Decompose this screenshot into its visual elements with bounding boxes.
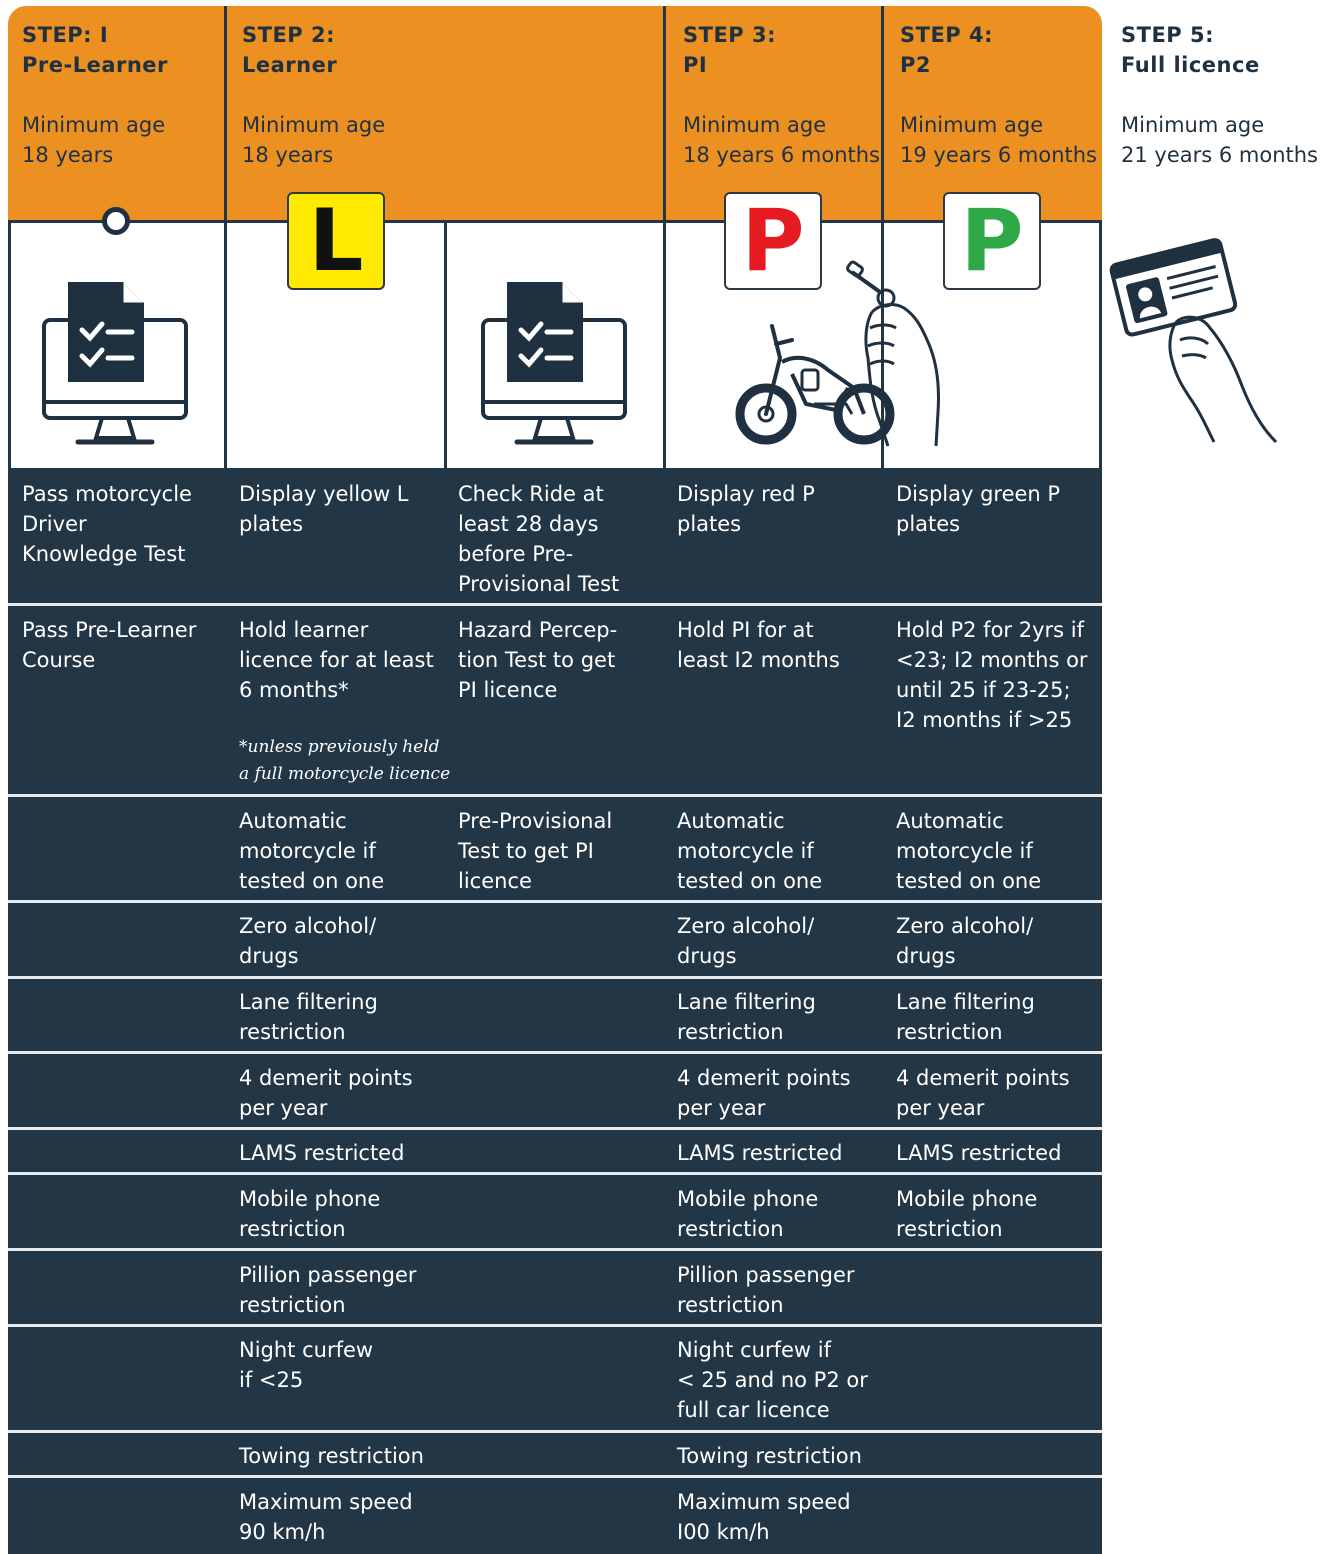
age-label: Minimum age	[1121, 113, 1265, 137]
row-separator	[8, 603, 1102, 606]
cell-r2-c2: Hold learner licence for at least 6 months*	[239, 618, 434, 702]
licence-steps-board	[8, 6, 1102, 1548]
cell-r6-c4: 4 demerit points per year	[677, 1066, 851, 1120]
cell-r5-c4: Lane filtering restriction	[677, 990, 816, 1044]
cell-r7-c4: LAMS restricted	[677, 1141, 843, 1165]
cell-r12-c2: Maximum speed 90 km/h	[239, 1490, 413, 1544]
timeline-ring-icon	[102, 207, 130, 235]
step-number: STEP 5:	[1121, 23, 1215, 47]
step-name: Pre-Learner	[22, 53, 168, 77]
step-name: Full licence	[1121, 53, 1260, 77]
cell-r10-c2: Night curfew if <25	[239, 1338, 374, 1392]
column-divider	[663, 6, 666, 468]
age-value: 18 years	[22, 143, 114, 167]
step-3-header	[683, 20, 880, 170]
footnote: *unless previously held a full motorcycle licence	[239, 737, 451, 784]
row-separator	[8, 1430, 1102, 1433]
row-separator	[8, 1051, 1102, 1054]
cell-r8-c2: Mobile phone restriction	[239, 1187, 381, 1241]
hand-licence-card-icon	[1110, 236, 1280, 446]
cell-r2-c5: Hold P2 for 2yrs if <23; I2 months or until 25 if 23-25; I2 months if >25	[896, 618, 1088, 732]
step-number: STEP 3:	[683, 23, 777, 47]
cell-r10-c4: Night curfew if < 25 and no P2 or full car licence	[677, 1338, 868, 1422]
row-separator	[8, 1324, 1102, 1327]
age-value: 18 years 6 months	[683, 143, 880, 167]
cell-r3-c4: Automatic motorcycle if tested on one	[677, 809, 823, 893]
cell-r1-c2: Display yellow L plates	[239, 482, 409, 536]
age-label: Minimum age	[683, 113, 827, 137]
step-name: Learner	[242, 53, 338, 77]
cell-r11-c4: Towing restriction	[677, 1444, 862, 1468]
cell-r2-c3: Hazard Percep- tion Test to get PI licence	[458, 618, 618, 702]
cell-r5-c5: Lane filtering restriction	[896, 990, 1035, 1044]
cell-r3-c5: Automatic motorcycle if tested on one	[896, 809, 1042, 893]
header-underline	[8, 220, 1102, 223]
learner-plate: L	[287, 192, 385, 290]
step-number: STEP 4:	[900, 23, 994, 47]
row-separator	[8, 976, 1102, 979]
hand-key-icon	[846, 262, 946, 448]
age-value: 19 years 6 months	[900, 143, 1097, 167]
step-name: P2	[900, 53, 932, 77]
cell-r1-c1: Pass motorcycle Driver Knowledge Test	[22, 482, 192, 566]
cell-r1-c4: Display red P plates	[677, 482, 815, 536]
red-p-plate: P	[724, 192, 822, 290]
computer-checklist-icon	[479, 278, 629, 446]
row-separator	[8, 1172, 1102, 1175]
cell-r8-c5: Mobile phone restriction	[896, 1187, 1038, 1241]
cell-r12-c4: Maximum speed I00 km/h	[677, 1490, 851, 1544]
cell-r2-c1: Pass Pre-Learner Course	[22, 618, 197, 672]
cell-r9-c2: Pillion passenger restriction	[239, 1263, 417, 1317]
row-separator	[8, 1127, 1102, 1130]
age-value: 18 years	[242, 143, 334, 167]
cell-r5-c2: Lane filtering restriction	[239, 990, 378, 1044]
column-divider	[444, 220, 447, 468]
step-number: STEP: I	[22, 23, 109, 47]
step-number: STEP 2:	[242, 23, 336, 47]
age-label: Minimum age	[242, 113, 386, 137]
cell-r3-c2: Automatic motorcycle if tested on one	[239, 809, 385, 893]
right-border	[1099, 220, 1102, 468]
cell-r7-c2: LAMS restricted	[239, 1141, 405, 1165]
cell-r6-c2: 4 demerit points per year	[239, 1066, 413, 1120]
computer-checklist-icon	[40, 278, 190, 446]
cell-r4-c2: Zero alcohol/ drugs	[239, 914, 377, 968]
cell-r7-c5: LAMS restricted	[896, 1141, 1062, 1165]
cell-r11-c2: Towing restriction	[239, 1444, 424, 1468]
step-4-header	[900, 20, 1097, 170]
age-value: 21 years 6 months	[1121, 143, 1318, 167]
cell-r4-c5: Zero alcohol/ drugs	[896, 914, 1034, 968]
left-border	[8, 220, 11, 468]
cell-r8-c4: Mobile phone restriction	[677, 1187, 819, 1241]
cell-r4-c4: Zero alcohol/ drugs	[677, 914, 815, 968]
cell-r6-c5: 4 demerit points per year	[896, 1066, 1070, 1120]
cell-r2-c4: Hold PI for at least I2 months	[677, 618, 840, 672]
cell-r3-c3: Pre-Provisional Test to get PI licence	[458, 809, 613, 893]
green-p-plate: P	[943, 192, 1041, 290]
age-label: Minimum age	[22, 113, 166, 137]
cell-r9-c4: Pillion passenger restriction	[677, 1263, 855, 1317]
step-name: PI	[683, 53, 708, 77]
step-1-header	[22, 20, 168, 170]
row-separator	[8, 900, 1102, 903]
cell-r1-c5: Display green P plates	[896, 482, 1061, 536]
column-divider	[224, 6, 227, 468]
step-2-header	[242, 20, 385, 170]
step-5-header	[1121, 20, 1318, 170]
row-separator	[8, 1475, 1102, 1478]
age-label: Minimum age	[900, 113, 1044, 137]
cell-r1-c3: Check Ride at least 28 days before Pre- Provisional Test	[458, 482, 620, 596]
row-separator	[8, 794, 1102, 797]
row-separator	[8, 1248, 1102, 1251]
